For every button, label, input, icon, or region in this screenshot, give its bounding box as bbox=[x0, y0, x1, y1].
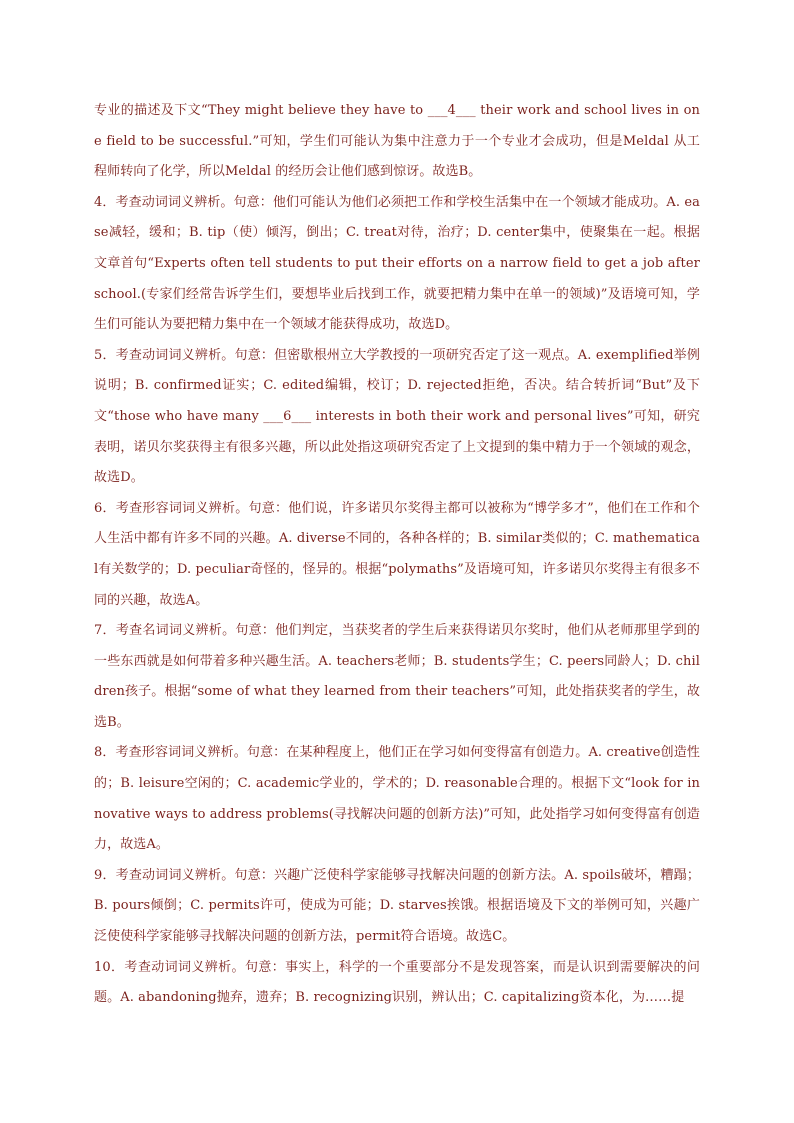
answer-explanation-text bbox=[94, 96, 700, 1014]
paragraph-q7: 7．考查名词词义辨析。句意：他们判定，当获奖者的学生后来获得诺贝尔奖时，他们从老师那里学到的一些东西就是如何带着多种兴趣生活。A. teachers老师；B. students学生；C. peers同龄人；D. children孩子。根据“some of what they learned from their teachers”可知，此处指获奖者的学生，故选B。 bbox=[94, 623, 700, 730]
paragraph-q4: 4．考查动词词义辨析。句意：他们可能认为他们必须把工作和学校生活集中在一个领域才能成功。A. ease减轻，缓和；B. tip（使）倾泻，倒出；C. treat对待，治疗；D. center集中，使聚集在一起。根据文章首句“Experts often tell students to put their efforts on a narrow field to get a job after school.(专家们经常告诉学生们，要想毕业后找到工作，就要把精力集中在单一的领域)”及语境可知，学生们可能认为要把精力集中在一个领域才能获得成功，故选D。 bbox=[94, 194, 700, 333]
paragraph-intro: 专业的描述及下文“They might believe they have to ___4___ their work and school lives in one field to be successful.”可知，学生们可能认为集中注意力于一个专业才会成功，但是Meldal 从工程师转向了化学，所以Meldal 的经历会让他们感到惊讶。故选B。 bbox=[94, 103, 700, 180]
paragraph-q9: 9．考查动词词义辨析。句意：兴趣广泛使科学家能够寻找解决问题的创新方法。A. spoils破坏，糟蹋；B. pours倾倒；C. permits许可，使成为可能；D. starves挨饿。根据语境及下文的举例可知，兴趣广泛使使科学家能够寻找解决问题的创新方法，permit符合语境。故选C。 bbox=[94, 867, 700, 945]
paragraph-q5: 5．考查动词词义辨析。句意：但密歇根州立大学教授的一项研究否定了这一观点。A. exemplified举例说明；B. confirmed证实；C. edited编辑，校订；D. rejected拒绝，否决。结合转折词“But”及下文“those who have many ___6___ interests in both their work and personal lives”可知，研究表明，诺贝尔奖获得主有很多兴趣，所以此处指这项研究否定了上文提到的集中精力于一个领域的观念，故选D。 bbox=[94, 347, 700, 486]
paragraph-q8: 8．考查形容词词义辨析。句意：在某种程度上，他们正在学习如何变得富有创造力。A. creative创造性的；B. leisure空闲的；C. academic学业的，学术的；D. reasonable合理的。根据下文“look for innovative ways to address problems(寻找解决问题的创新方法)”可知，此处指学习如何变得富有创造力，故选A。 bbox=[94, 745, 700, 853]
paragraph-q6: 6．考查形容词词义辨析。句意：他们说，许多诺贝尔奖得主都可以被称为“博学多才”，他们在工作和个人生活中都有许多不同的兴趣。A. diverse不同的，各种各样的；B. similar类似的；C. mathematical有关数学的；D. peculiar奇怪的，怪异的。根据“polymaths”及语境可知，许多诺贝尔奖得主有很多不同的兴趣，故选A。 bbox=[94, 500, 700, 608]
paragraph-q10: 10．考查动词词义辨析。句意：事实上，科学的一个重要部分不是发现答案，而是认识到需要解决的问题。A. abandoning抛弃，遗弃；B. recognizing识别，辨认出；C. capitalizing资本化，为……提 bbox=[94, 959, 700, 1006]
